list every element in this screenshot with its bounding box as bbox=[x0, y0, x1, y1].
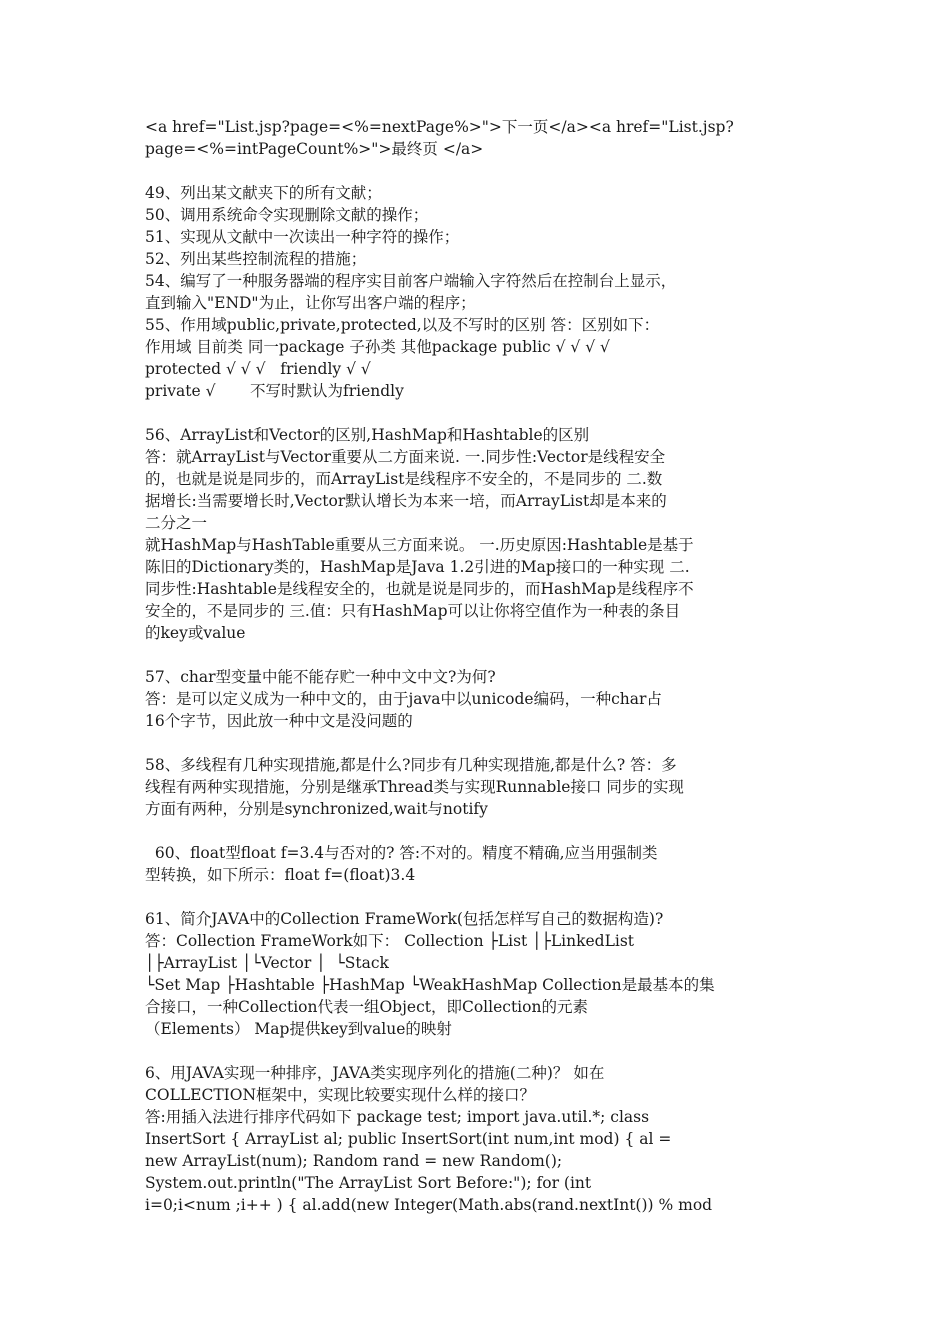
text-line: 52、列出某些控制流程的措施； bbox=[145, 250, 367, 268]
blank-line bbox=[145, 644, 815, 666]
text-line: 直到输入"END"为止，让你写出客户端的程序； bbox=[145, 294, 476, 312]
text-line: protected √ √ √ friendly √ √ bbox=[145, 360, 371, 378]
text-line: <a href="List.jsp?page=<%=nextPage%>">下一页</a><a href="List.jsp? bbox=[145, 118, 734, 136]
text-line: 57、char型变量中能不能存贮一种中文中文?为何? bbox=[145, 668, 496, 686]
text-line: private √ 不写时默认为friendly bbox=[145, 382, 404, 400]
text-line: new ArrayList(num); Random rand = new Random(); bbox=[145, 1152, 563, 1170]
text-line: 16个字节，因此放一种中文是没问题的 bbox=[145, 712, 413, 730]
blank-line bbox=[145, 160, 815, 182]
blank-line bbox=[145, 732, 815, 754]
text-line: i=0;i<num ;i++ ) { al.add(new Integer(Math.abs(rand.nextInt()) % mod bbox=[145, 1196, 713, 1214]
text-line: 就HashMap与HashTable重要从三方面来说。 一.历史原因:Hashtable是基于 bbox=[145, 536, 694, 554]
text-line: 答：Collection FrameWork如下： Collection ├List │├LinkedList bbox=[145, 932, 634, 950]
text-line: 的，也就是说是同步的，而ArrayList是线程序不安全的，不是同步的 二.数 bbox=[145, 470, 663, 488]
text-line: 安全的，不是同步的 三.值：只有HashMap可以让你将空值作为一种表的条目 bbox=[145, 602, 681, 620]
text-line: 49、列出某文献夹下的所有文献； bbox=[145, 184, 382, 202]
text-line: 6、用JAVA实现一种排序，JAVA类实现序列化的措施(二种)？ 如在 bbox=[145, 1064, 605, 1082]
text-line: 同步性:Hashtable是线程安全的，也就是说是同步的，而HashMap是线程序不 bbox=[145, 580, 694, 598]
text-line: 答:用插入法进行排序代码如下 package test; import java.util.*; class bbox=[145, 1108, 650, 1126]
text-line: 答：就ArrayList与Vector重要从二方面来说. 一.同步性:Vector是线程安全 bbox=[145, 448, 666, 466]
text-line: 的key或value bbox=[145, 624, 246, 642]
text-line: 54、编写了一种服务器端的程序实目前客户端输入字符然后在控制台上显示， bbox=[145, 272, 677, 290]
text-line: 55、作用域public,private,protected,以及不写时的区别 答：区别如下： bbox=[145, 316, 660, 334]
text-line: 二分之一 bbox=[145, 514, 208, 532]
text-line: 60、float型float f=3.4与否对的? 答:不对的。精度不精确,应当用强制类 bbox=[145, 844, 658, 862]
text-line: 陈旧的Dictionary类的，HashMap是Java 1.2引进的Map接口的一种实现 二. bbox=[145, 558, 690, 576]
document-body bbox=[145, 116, 815, 1216]
text-line: InsertSort { ArrayList al; public InsertSort(int num,int mod) { al = bbox=[145, 1130, 672, 1148]
text-line: 56、ArrayList和Vector的区别,HashMap和Hashtable的区别 bbox=[145, 426, 590, 444]
text-line: 作用域 目前类 同一package 子孙类 其他package public √ √ √ √ bbox=[145, 338, 610, 356]
text-line: 方面有两种，分别是synchronized,wait与notify bbox=[145, 800, 488, 818]
text-line: （Elements） Map提供key到value的映射 bbox=[145, 1020, 452, 1038]
text-line: └Set Map ├Hashtable ├HashMap └WeakHashMap Collection是最基本的集 bbox=[145, 976, 715, 994]
text-line: COLLECTION框架中，实现比较要实现什么样的接口？ bbox=[145, 1086, 536, 1104]
text-line: System.out.println("The ArrayList Sort Before:"); for (int bbox=[145, 1174, 592, 1192]
text-line: 合接口，一种Collection代表一组Object，即Collection的元素 bbox=[145, 998, 588, 1016]
text-line: │├ArrayList │└Vector │ └Stack bbox=[145, 954, 389, 972]
text-line: 61、简介JAVA中的Collection FrameWork(包括怎样写自己的数据构造)? bbox=[145, 910, 664, 928]
blank-line bbox=[145, 820, 815, 842]
text-line: 答：是可以定义成为一种中文的，由于java中以unicode编码，一种char占 bbox=[145, 690, 662, 708]
text-line: 58、多线程有几种实现措施,都是什么?同步有几种实现措施,都是什么? 答：多 bbox=[145, 756, 677, 774]
text-line: 50、调用系统命令实现删除文献的操作； bbox=[145, 206, 429, 224]
text-line: 型转换，如下所示：float f=(float)3.4 bbox=[145, 866, 416, 884]
blank-line bbox=[145, 1040, 815, 1062]
text-line: 据增长:当需要增长时,Vector默认增长为本来一培，而ArrayList却是本来的 bbox=[145, 492, 667, 510]
text-line: 51、实现从文献中一次读出一种字符的操作； bbox=[145, 228, 460, 246]
blank-line bbox=[145, 402, 815, 424]
text-line: page=<%=intPageCount%>">最终页 </a> bbox=[145, 140, 484, 158]
blank-line bbox=[145, 886, 815, 908]
text-line: 线程有两种实现措施，分别是继承Thread类与实现Runnable接口 同步的实现 bbox=[145, 778, 684, 796]
